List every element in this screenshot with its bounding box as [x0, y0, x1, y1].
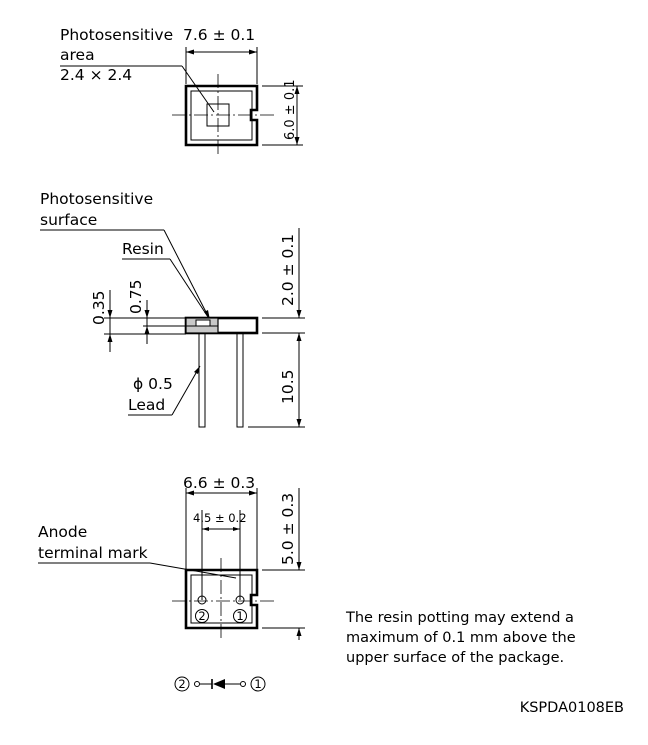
- note-line3: upper surface of the package.: [346, 650, 565, 666]
- potting-note: [345, 610, 576, 666]
- pitch-dim: 4.5 ± 0.2: [193, 511, 247, 525]
- side-view: [40, 190, 305, 427]
- top-width-dim: 7.6 ± 0.1: [183, 26, 256, 44]
- top-package-outline: [186, 86, 257, 145]
- surface-label-line1: Photosensitive: [40, 190, 154, 208]
- drawing-code: KSPDA0108EB: [519, 700, 624, 716]
- surface-label-line2: surface: [40, 211, 98, 229]
- resin-label: Resin: [122, 240, 164, 258]
- area-size-label: 2.4 × 2.4: [60, 66, 133, 84]
- lead-right: [237, 333, 243, 427]
- top-height-dim: 6.0 ± 0.1: [283, 79, 298, 140]
- note-line2: maximum of 0.1 mm above the: [346, 630, 576, 646]
- pin2-label: 2: [198, 609, 206, 623]
- lead-diameter: ϕ 0.5: [133, 375, 173, 393]
- lead-left: [199, 333, 205, 427]
- bottom-width-dim: 6.6 ± 0.3: [183, 474, 256, 492]
- lead-length-dim: 10.5: [279, 369, 297, 404]
- diode-symbol: [175, 677, 265, 691]
- note-line1: The resin potting may extend a: [346, 610, 574, 626]
- top-view: [60, 26, 303, 156]
- symbol-pin1: 1: [254, 677, 262, 691]
- dim-035: 0.35: [90, 290, 108, 325]
- dim-075: 0.75: [127, 279, 145, 314]
- area-label-line2: area: [60, 46, 95, 64]
- bottom-height-dim: 5.0 ± 0.3: [279, 492, 297, 565]
- bottom-view: [38, 474, 305, 640]
- anode-label-line1: Anode: [38, 523, 88, 541]
- pin1-label: 1: [236, 609, 244, 623]
- lead-label: Lead: [128, 396, 166, 414]
- symbol-pin2: 2: [178, 677, 186, 691]
- anode-label-line2: terminal mark: [38, 544, 148, 562]
- side-height-dim: 2.0 ± 0.1: [279, 233, 297, 306]
- area-label-line1: Photosensitive: [60, 26, 174, 44]
